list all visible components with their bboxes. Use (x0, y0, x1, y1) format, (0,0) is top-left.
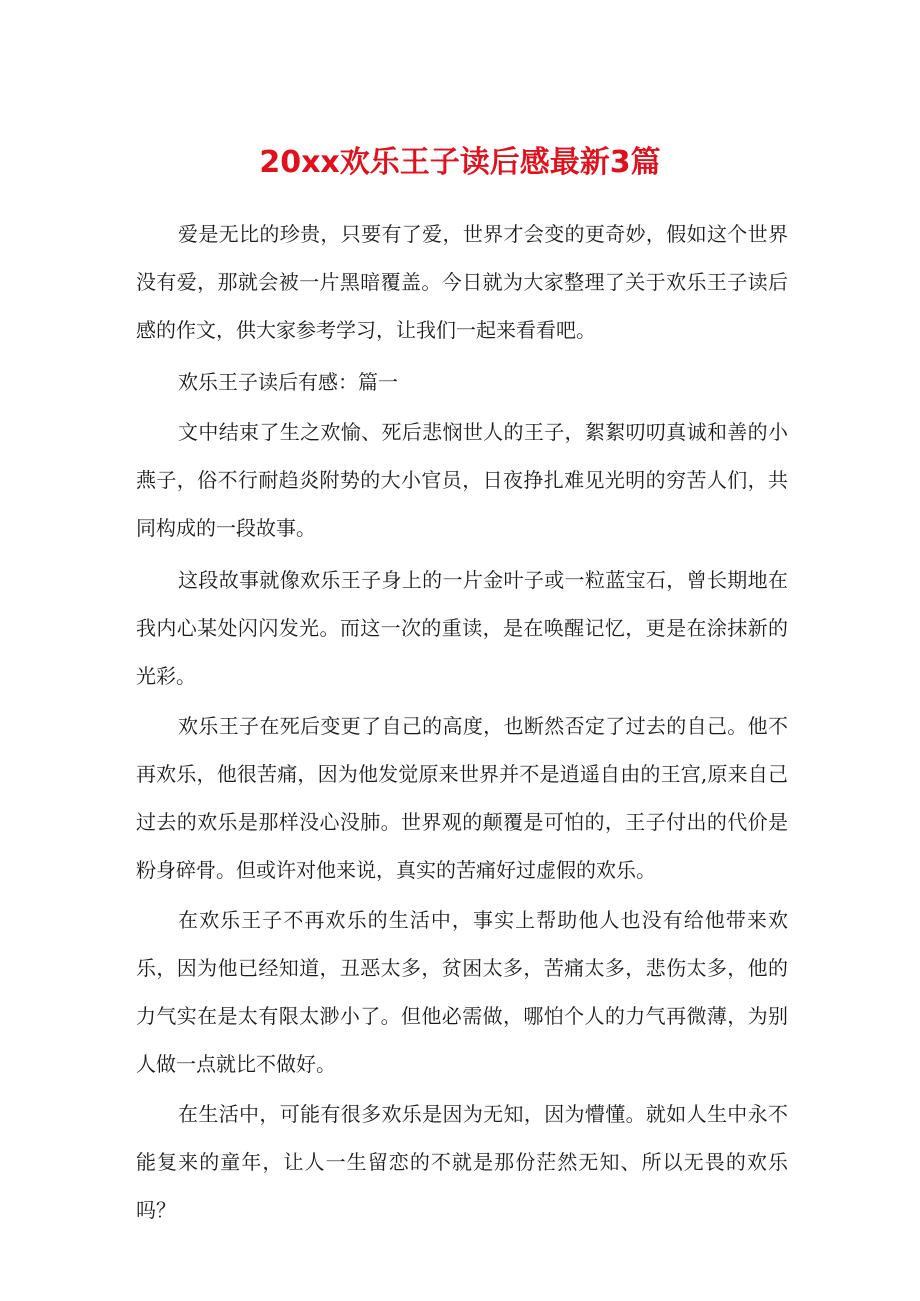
paragraph-1: 文中结束了生之欢愉、死后悲悯世人的王子，絮絮叨叨真诚和善的小燕子，俗不行耐趋炎附势的大小官员，日夜挣扎难见光明的穷苦人们，共同构成的一段故事。 (136, 420, 788, 540)
paragraph-3: 欢乐王子在死后变更了自己的高度，也断然否定了过去的自己。他不再欢乐，他很苦痛，因为他发觉原来世界并不是逍遥自由的王宫,原来自己过去的欢乐是那样没心没肺。世界观的颠覆是可怕的，王子付出的代价是粉身碎骨。但或许对他来说，真实的苦痛好过虚假的欢乐。 (136, 714, 788, 882)
paragraph-4: 在欢乐王子不再欢乐的生活中，事实上帮助他人也没有给他带来欢乐，因为他已经知道，丑恶太多，贫困太多，苦痛太多，悲伤太多，他的力气实在是太有限太渺小了。但他必需做，哪怕个人的力气再微薄，为别人做一点就比不做好。 (136, 908, 788, 1076)
document-title: 20xx欢乐王子读后感最新3篇 (259, 145, 661, 180)
paragraph-intro: 爱是无比的珍贵，只要有了爱，世界才会变的更奇妙，假如这个世界没有爱，那就会被一片黑暗覆盖。今日就为大家整理了关于欢乐王子读后感的作文，供大家参考学习，让我们一起来看看吧。 (136, 222, 788, 342)
paragraph-2: 这段故事就像欢乐王子身上的一片金叶子或一粒蓝宝石，曾长期地在我内心某处闪闪发光。而这一次的重读，是在唤醒记忆，更是在涂抹新的光彩。 (136, 568, 788, 688)
paragraph-5: 在生活中，可能有很多欢乐是因为无知，因为懵懂。就如人生中永不能复来的童年，让人一生留恋的不就是那份茫然无知、所以无畏的欢乐吗？ (136, 1102, 788, 1222)
section-heading: 欢乐王子读后有感：篇一 (178, 370, 398, 394)
